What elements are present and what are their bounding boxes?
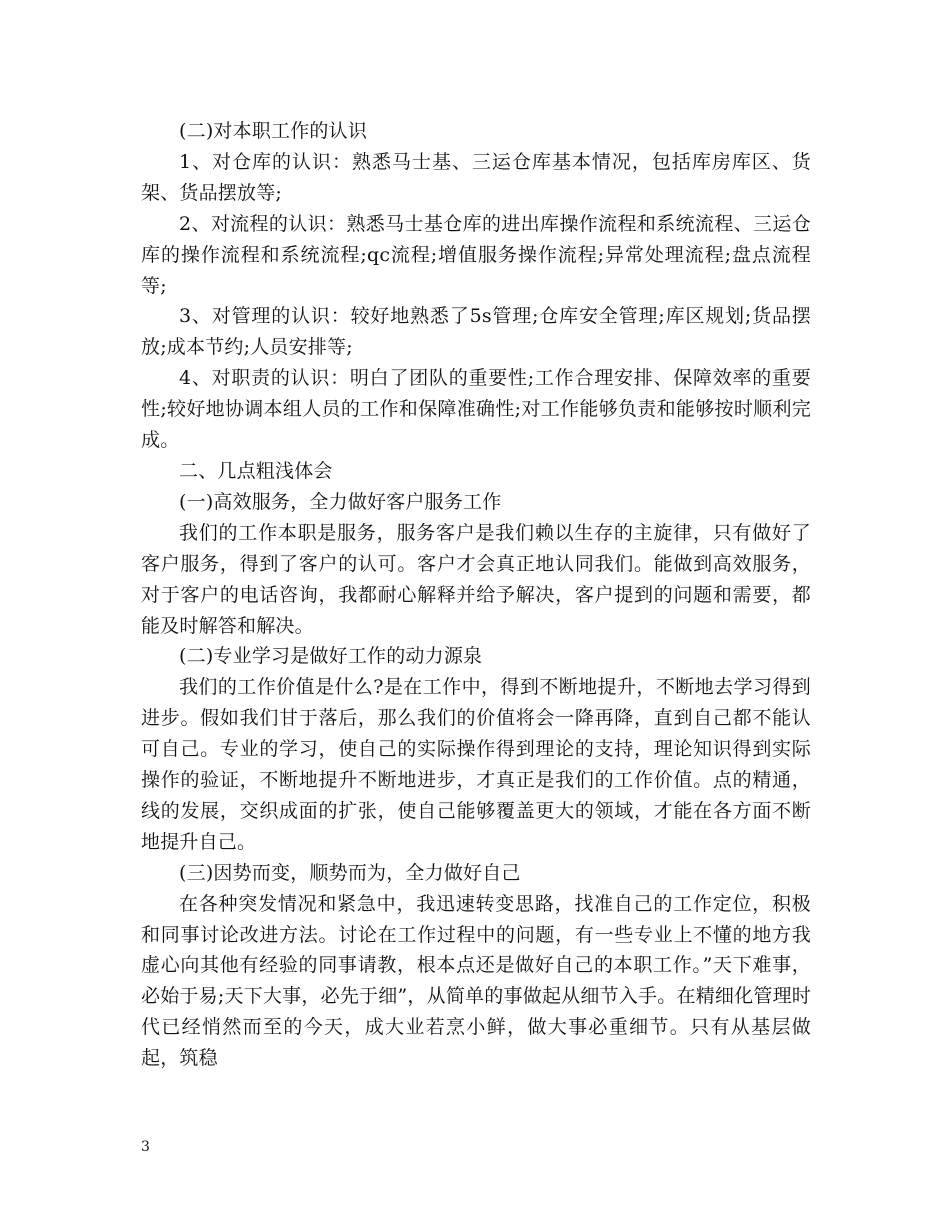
paragraph: 我们的工作价值是什么?是在工作中，得到不断地提升，不断地去学习得到进步。假如我们甘于落后，那么我们的价值将会一降再降，直到自己都不能认可自己。专业的学习，使自己的实际操作得到理论的支持，理论知识得到实际操作的验证，不断地提升不断地进步，才真正是我们的工作价值。点的精通，线的发展，交织成面的扩张，使自己能够覆盖更大的领域，才能在各方面不断地提升自己。: [141, 676, 811, 853]
section-heading: 二、几点粗浅体会: [179, 459, 333, 482]
section-heading: (一)高效服务，全力做好客户服务工作: [179, 490, 502, 513]
paragraph: 4、对职责的认识：明白了团队的重要性;工作合理安排、保障效率的重要性;较好地协调本组人员的工作和保障准确性;对工作能够负责和能够按时顺利完成。: [141, 367, 811, 452]
paragraph: 我们的工作本职是服务，服务客户是我们赖以生存的主旋律，只有做好了客户服务，得到了客户的认可。客户才会真正地认同我们。能做到高效服务，对于客户的电话咨询，我都耐心解释并给予解决，客户提到的问题和需要，都能及时解答和解决。: [141, 521, 811, 637]
paragraph: 在各种突发情况和紧急中，我迅速转变思路，找准自己的工作定位，积极和同事讨论改进方法。讨论在工作过程中的问题，有一些专业上不懂的地方我虚心向其他有经验的同事请教，根本点还是做好自己的本职工作。”天下难事，必始于易;天下大事，必先于细”，从简单的事做起从细节入手。在精细化管理时代已经悄然而至的今天，成大业若烹小鲜，做大事必重细节。只有从基层做起，筑稳: [141, 892, 811, 1070]
page-number: 3: [141, 1139, 150, 1155]
paragraph: 2、对流程的认识：熟悉马士基仓库的进出库操作流程和系统流程、三运仓库的操作流程和系统流程;qc流程;增值服务操作流程;异常处理流程;盘点流程等;: [141, 212, 811, 297]
section-heading: (二)专业学习是做好工作的动力源泉: [179, 645, 483, 668]
paragraph: 1、对仓库的认识：熟悉马士基、三运仓库基本情况，包括库房库区、货架、货品摆放等;: [141, 150, 811, 204]
section-heading: (三)因势而变，顺势而为，全力做好自己: [179, 861, 521, 884]
paragraph: 3、对管理的认识：较好地熟悉了5s管理;仓库安全管理;库区规划;货品摆放;成本节约;人员安排等;: [141, 305, 811, 359]
document-body: [141, 116, 811, 1074]
section-heading: (二)对本职工作的认识: [179, 120, 368, 142]
